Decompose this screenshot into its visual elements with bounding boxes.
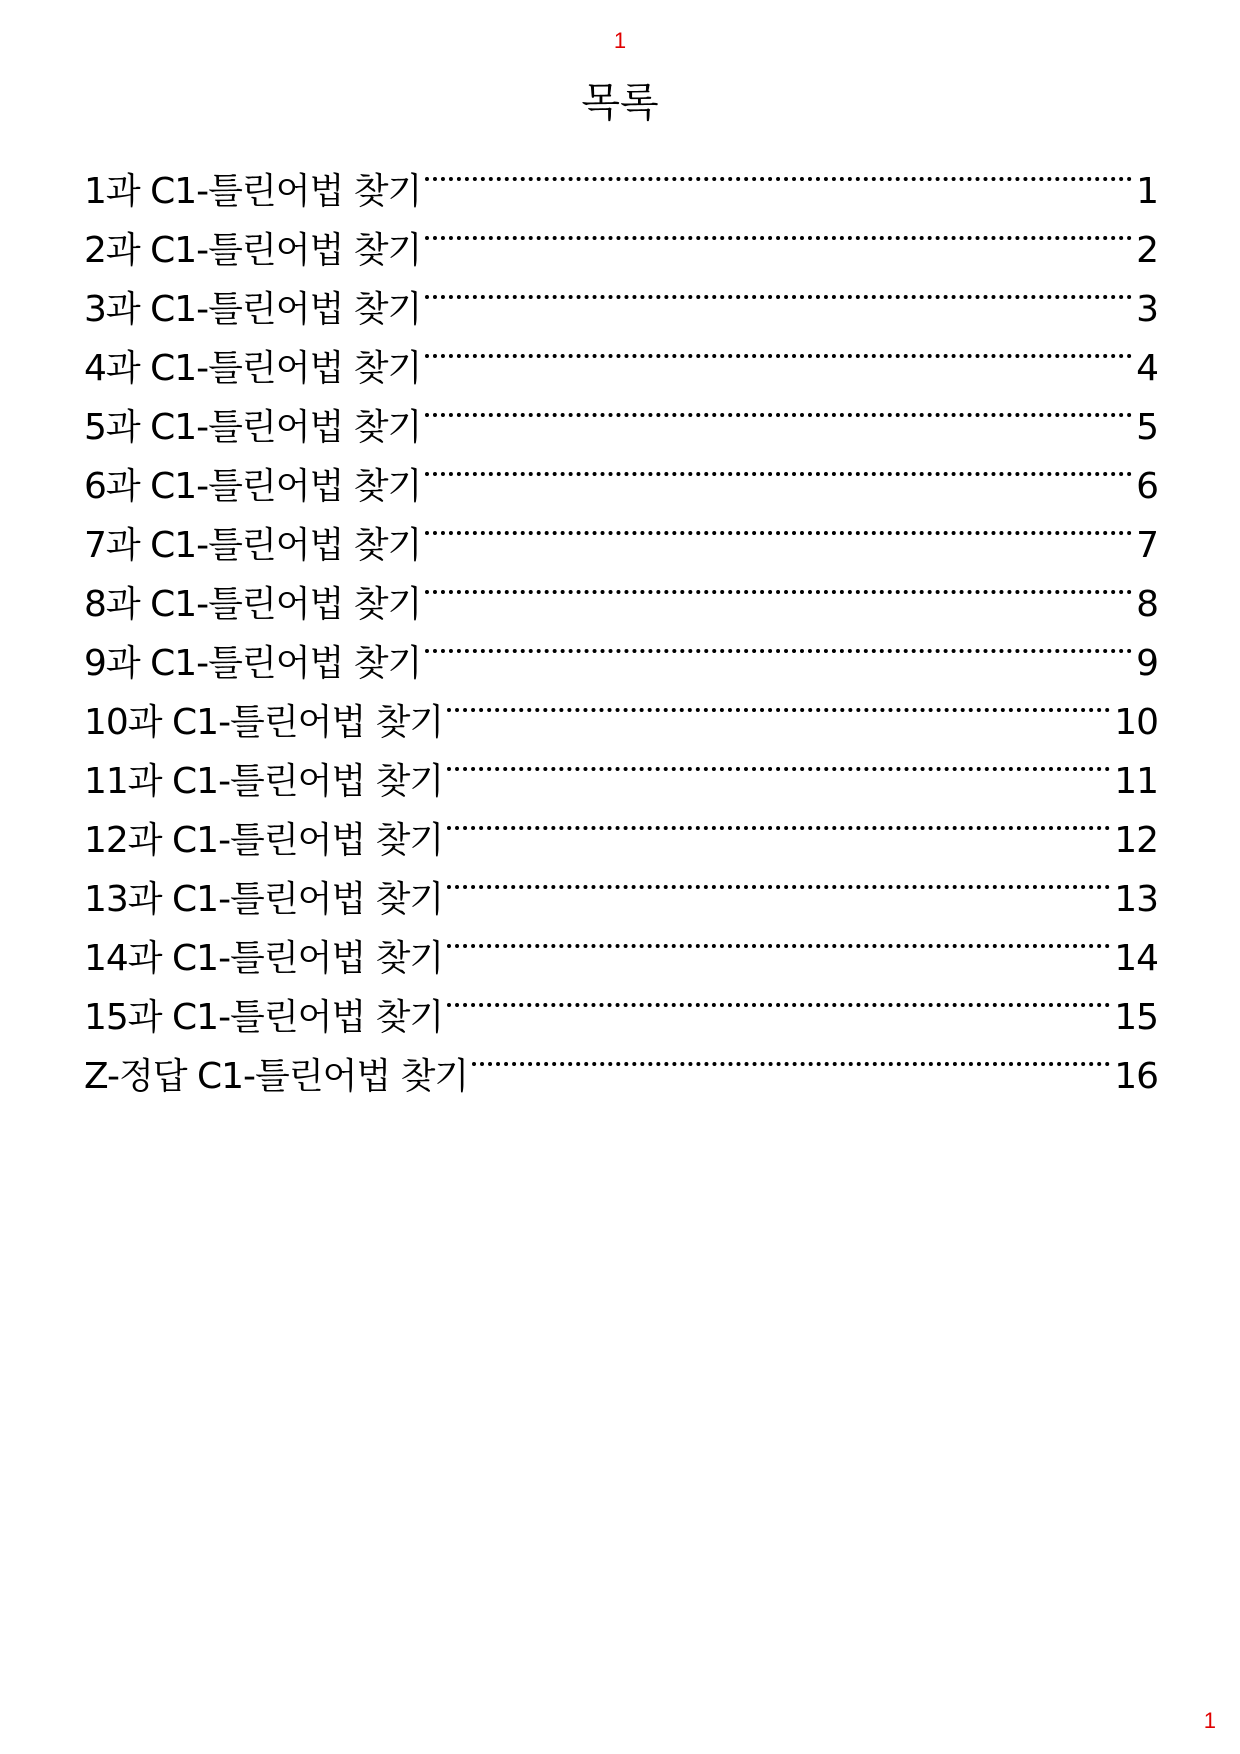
toc-entry-page: 9 (1136, 643, 1158, 684)
table-of-contents (84, 170, 1158, 1114)
toc-entry[interactable] (84, 347, 1158, 406)
toc-entry-page: 10 (1114, 702, 1158, 743)
toc-entry[interactable] (84, 583, 1158, 642)
toc-entry[interactable] (84, 878, 1158, 937)
toc-entry-page: 15 (1114, 997, 1158, 1038)
toc-entry-label: 14과 C1-틀린어법 찾기 (84, 938, 444, 979)
toc-entry-label: 7과 C1-틀린어법 찾기 (84, 525, 422, 566)
toc-entry-page: 2 (1136, 230, 1158, 271)
toc-entry-label: 4과 C1-틀린어법 찾기 (84, 348, 422, 389)
toc-entry-label: 5과 C1-틀린어법 찾기 (84, 407, 422, 448)
dot-leader (425, 295, 1132, 299)
toc-entry[interactable] (84, 465, 1158, 524)
toc-entry[interactable] (84, 170, 1158, 229)
toc-entry-label: 2과 C1-틀린어법 찾기 (84, 230, 422, 271)
toc-entry-label: Z-정답 C1-틀린어법 찾기 (84, 1056, 469, 1097)
dot-leader (472, 1062, 1110, 1066)
toc-entry-label: 15과 C1-틀린어법 찾기 (84, 997, 444, 1038)
dot-leader (447, 885, 1110, 889)
toc-entry[interactable] (84, 760, 1158, 819)
dot-leader (447, 1003, 1110, 1007)
toc-entry-page: 8 (1136, 584, 1158, 625)
toc-entry-page: 13 (1114, 879, 1158, 920)
toc-entry-label: 12과 C1-틀린어법 찾기 (84, 820, 444, 861)
toc-entry-label: 3과 C1-틀린어법 찾기 (84, 289, 422, 330)
toc-entry[interactable] (84, 524, 1158, 583)
toc-entry-page: 14 (1114, 938, 1158, 979)
toc-entry-page: 6 (1136, 466, 1158, 507)
toc-entry[interactable] (84, 288, 1158, 347)
dot-leader (425, 177, 1132, 181)
toc-entry[interactable] (84, 406, 1158, 465)
toc-entry-label: 1과 C1-틀린어법 찾기 (84, 171, 422, 212)
dot-leader (447, 944, 1110, 948)
toc-entry-page: 7 (1136, 525, 1158, 566)
dot-leader (425, 354, 1132, 358)
dot-leader (447, 826, 1110, 830)
toc-entry-label: 8과 C1-틀린어법 찾기 (84, 584, 422, 625)
toc-entry-page: 5 (1136, 407, 1158, 448)
dot-leader (425, 531, 1132, 535)
header-page-number: 1 (613, 28, 627, 53)
toc-entry[interactable] (84, 701, 1158, 760)
toc-entry-label: 9과 C1-틀린어법 찾기 (84, 643, 422, 684)
toc-entry-label: 11과 C1-틀린어법 찾기 (84, 761, 444, 802)
toc-entry[interactable] (84, 937, 1158, 996)
toc-entry[interactable] (84, 819, 1158, 878)
dot-leader (447, 708, 1110, 712)
toc-entry-page: 4 (1136, 348, 1158, 389)
dot-leader (447, 767, 1110, 771)
toc-entry-page: 12 (1114, 820, 1158, 861)
toc-entry-label: 10과 C1-틀린어법 찾기 (84, 702, 444, 743)
dot-leader (425, 649, 1132, 653)
dot-leader (425, 590, 1132, 594)
footer-page-number: 1 (1203, 1708, 1216, 1733)
dot-leader (425, 472, 1132, 476)
toc-entry-page: 16 (1114, 1056, 1158, 1097)
page-title: 목록 (581, 80, 659, 126)
toc-entry[interactable] (84, 996, 1158, 1055)
toc-entry-label: 13과 C1-틀린어법 찾기 (84, 879, 444, 920)
toc-entry-page: 11 (1114, 761, 1158, 802)
toc-entry[interactable] (84, 229, 1158, 288)
toc-entry[interactable] (84, 1055, 1158, 1114)
toc-entry[interactable] (84, 642, 1158, 701)
toc-entry-page: 3 (1136, 289, 1158, 330)
dot-leader (425, 413, 1132, 417)
dot-leader (425, 236, 1132, 240)
toc-entry-page: 1 (1136, 171, 1158, 212)
toc-entry-label: 6과 C1-틀린어법 찾기 (84, 466, 422, 507)
